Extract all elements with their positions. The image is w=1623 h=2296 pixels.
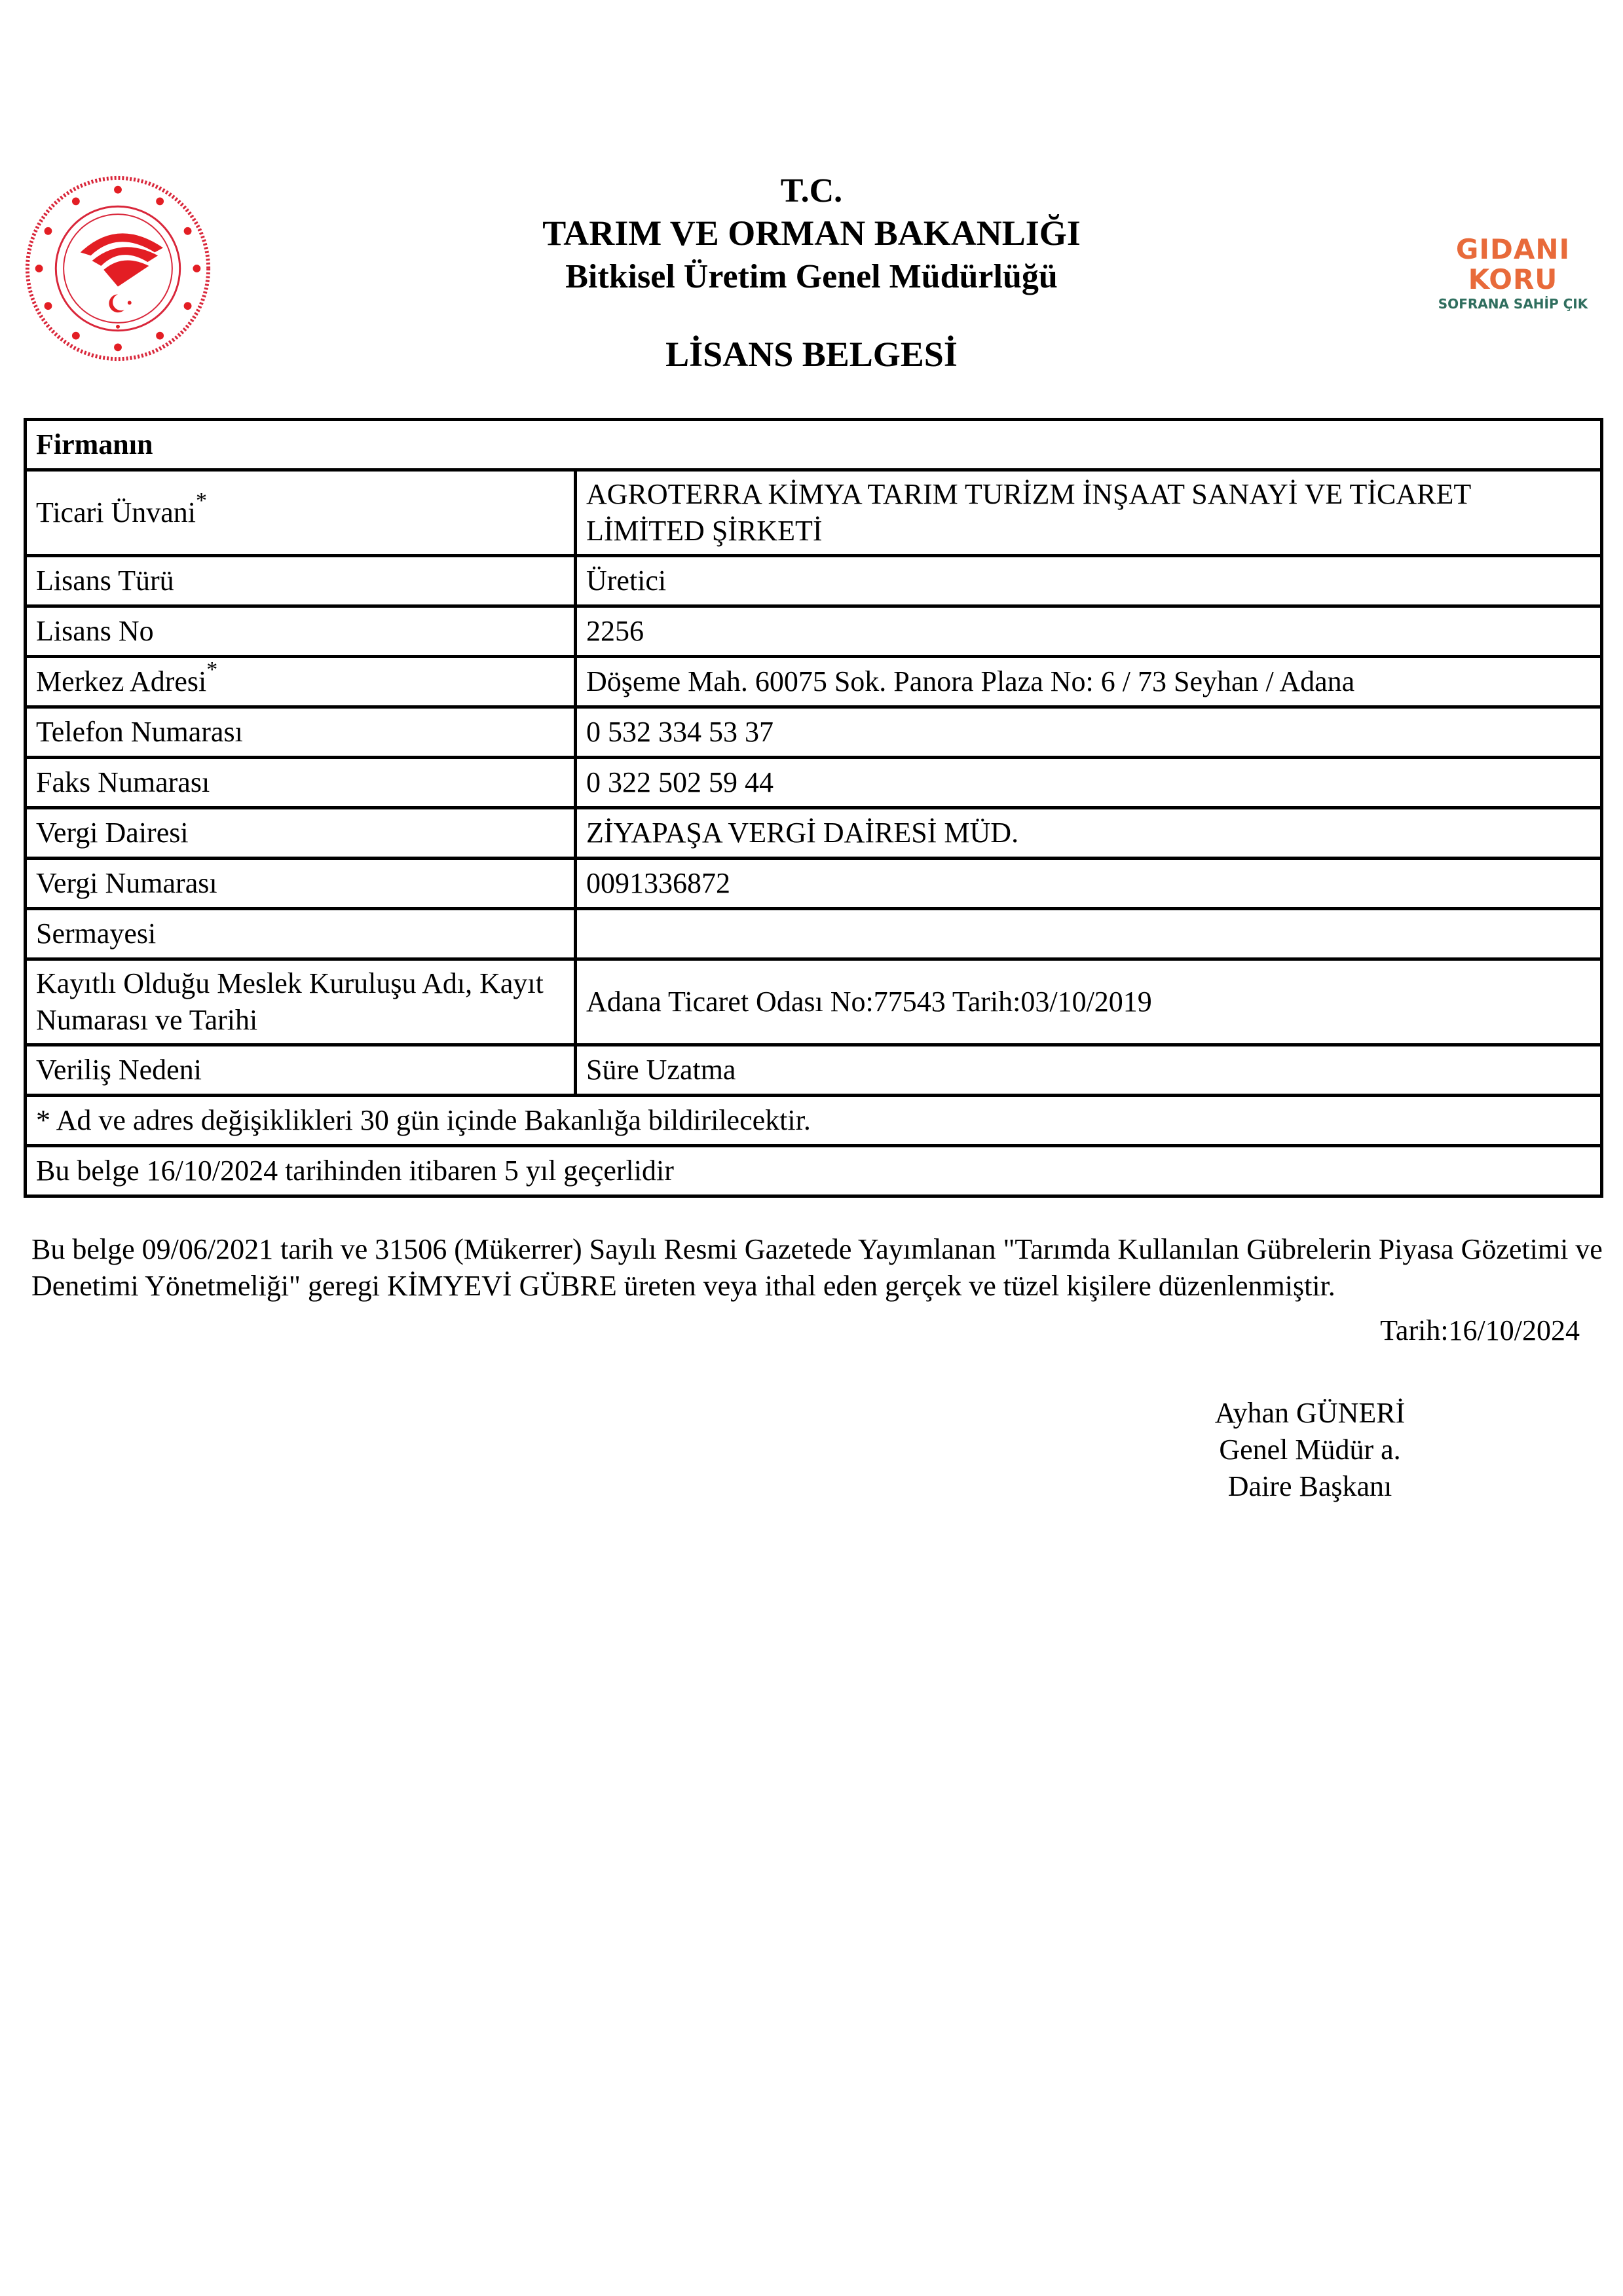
brand-main-text: GIDANI KORU (1455, 233, 1571, 295)
document-title: LİSANS BELGESİ (665, 335, 958, 374)
department-heading: Bitkisel Üretim Genel Müdürlüğü (565, 258, 1058, 295)
row-label: Vergi Numarası (26, 859, 576, 909)
row-label: Sermayesi (26, 909, 576, 959)
table-row (26, 657, 1602, 707)
validity-statement: Bu belge 16/10/2024 tarihinden itibaren 5 yıl geçerlidir (26, 1146, 1602, 1196)
table-row (26, 707, 1602, 758)
row-label: Veriliş Nedeni (26, 1045, 576, 1096)
row-label: Telefon Numarası (26, 707, 576, 758)
state-heading: T.C. (780, 172, 843, 210)
row-value: Döşeme Mah. 60075 Sok. Panora Plaza No: 6 / 73 Seyhan / Adana (576, 657, 1602, 707)
row-value (576, 909, 1602, 959)
row-value: Üretici (576, 556, 1602, 606)
row-label: Faks Numarası (26, 758, 576, 808)
signatory-department: Daire Başkanı (1227, 1470, 1392, 1502)
table-row (26, 470, 1602, 556)
footnote-row (26, 1096, 1602, 1146)
brand-sub-text: SOFRANA SAHİP ÇIK (1438, 296, 1588, 312)
table-row (26, 959, 1602, 1045)
row-label (26, 470, 576, 556)
ministry-heading: TARIM VE ORMAN BAKANLIĞI (542, 213, 1081, 253)
signature-block (1192, 1395, 1428, 1505)
row-value: 0091336872 (576, 859, 1602, 909)
label-text: Ticari Ünvani (36, 496, 196, 528)
required-asterisk: * (206, 657, 218, 682)
row-value: 2256 (576, 606, 1602, 657)
row-value: 0 532 334 53 37 (576, 707, 1602, 758)
legal-note: Bu belge 09/06/2021 tarih ve 31506 (Mükerrer) Sayılı Resmi Gazetede Yayımlanan "Tarımda Kullanılan Gübrelerin Piyasa Gözetimi ve Denetimi Yönetmeliği" geregi KİMYEVİ GÜBRE üreten veya ithal eden gerçek ve tüzel kişilere düzenlenmiştir. (31, 1233, 1603, 1302)
table-row (26, 859, 1602, 909)
row-label: Vergi Dairesi (26, 808, 576, 859)
label-text: Merkez Adresi (36, 665, 207, 697)
license-table (24, 418, 1603, 1198)
table-row (26, 606, 1602, 657)
row-value: Süre Uzatma (576, 1045, 1602, 1096)
signatory-title: Genel Müdür a. (1219, 1434, 1401, 1466)
footnote: * Ad ve adres değişiklikleri 30 gün içinde Bakanlığa bildirilecektir. (26, 1096, 1602, 1146)
table-row (26, 758, 1602, 808)
table-row (26, 808, 1602, 859)
issue-date: Tarih:16/10/2024 (1380, 1314, 1580, 1346)
row-value: 0 322 502 59 44 (576, 758, 1602, 808)
row-label: Lisans Türü (26, 556, 576, 606)
row-value: AGROTERRA KİMYA TARIM TURİZM İNŞAAT SANAYİ VE TİCARET LİMİTED ŞİRKETİ (576, 470, 1602, 556)
signatory-name: Ayhan GÜNERİ (1214, 1397, 1406, 1429)
table-row (26, 556, 1602, 606)
row-value: ZİYAPAŞA VERGİ DAİRESİ MÜD. (576, 808, 1602, 859)
table-row (26, 1045, 1602, 1096)
row-label: Kayıtlı Olduğu Meslek Kuruluşu Adı, Kayıt Numarası ve Tarihi (26, 959, 576, 1045)
validity-row (26, 1146, 1602, 1196)
row-value: Adana Ticaret Odası No:77543 Tarih:03/10/2019 (576, 959, 1602, 1045)
section-header: Firmanın (26, 420, 1602, 470)
row-label: Lisans No (26, 606, 576, 657)
table-section-header-row (26, 420, 1602, 470)
row-label (26, 657, 576, 707)
required-asterisk: * (196, 489, 208, 513)
table-row (26, 909, 1602, 959)
